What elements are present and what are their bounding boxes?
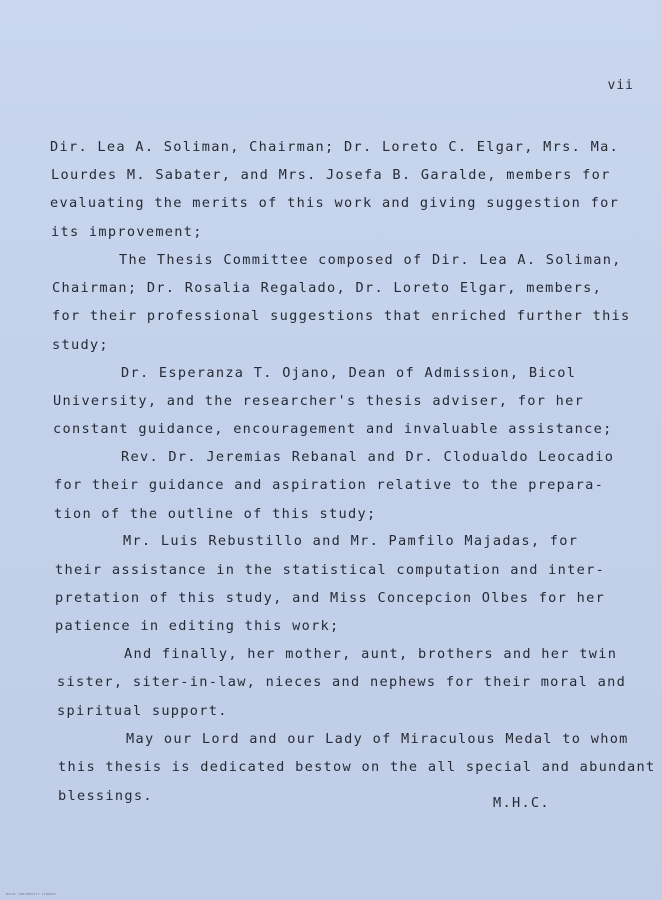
- text-line: for their professional suggestions that enriched further this: [52, 308, 631, 324]
- text-line: Dr. Esperanza T. Ojano, Dean of Admission, Bicol: [121, 365, 577, 381]
- text-line: The Thesis Committee composed of Dir. Lea A. Soliman,: [119, 252, 622, 268]
- text-line: its improvement;: [51, 224, 203, 240]
- text-line: sister, siter-in-law, nieces and nephews for their moral and: [57, 674, 627, 690]
- text-line: Lourdes M. Sabater, and Mrs. Josefa B. Garalde, members for: [51, 167, 611, 183]
- text-line: their assistance in the statistical computation and inter-: [55, 562, 606, 578]
- footer-stamp: BICOL UNIVERSITY LIBRARY: [6, 892, 57, 896]
- page-number: vii: [607, 78, 634, 93]
- text-line: Rev. Dr. Jeremias Rebanal and Dr. Clodualdo Leocadio: [121, 449, 615, 465]
- text-line: spiritual support.: [57, 703, 228, 719]
- text-line: for their guidance and aspiration relative to the prepara-: [54, 477, 605, 493]
- text-line: blessings.: [58, 788, 153, 804]
- text-line: University, and the researcher's thesis adviser, for her: [53, 393, 585, 409]
- text-line: tion of the outline of this study;: [54, 506, 377, 522]
- author-initials: M.H.C.: [493, 795, 550, 811]
- text-line: patience in editing this work;: [55, 618, 340, 634]
- text-line: Mr. Luis Rebustillo and Mr. Pamfilo Majadas, for: [123, 533, 579, 549]
- text-line: Chairman; Dr. Rosalia Regalado, Dr. Loreto Elgar, members,: [52, 280, 603, 296]
- text-line: study;: [52, 337, 109, 353]
- text-line: May our Lord and our Lady of Miraculous Medal to whom: [126, 731, 629, 747]
- text-line: pretation of this study, and Miss Concepcion Olbes for her: [55, 590, 606, 606]
- text-line: evaluating the merits of this work and giving suggestion for: [50, 195, 620, 211]
- text-line: constant guidance, encouragement and invaluable assistance;: [53, 421, 613, 437]
- text-line: And finally, her mother, aunt, brothers and her twin: [124, 646, 618, 662]
- text-line: this thesis is dedicated bestow on the all special and abundant: [58, 759, 656, 775]
- text-line: Dir. Lea A. Soliman, Chairman; Dr. Loreto C. Elgar, Mrs. Ma.: [50, 139, 620, 155]
